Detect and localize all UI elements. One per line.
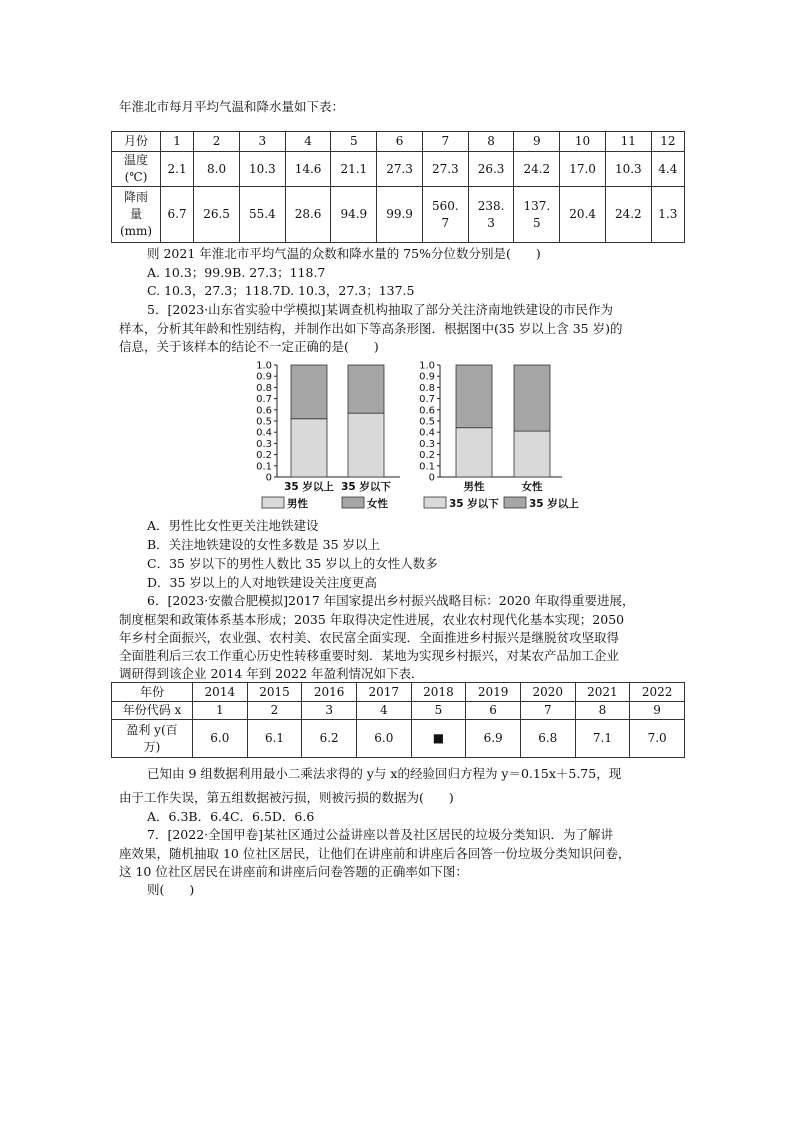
chart-age-svg [250, 355, 410, 515]
profit-cell: 6.1 [247, 720, 302, 758]
y-tick-label: 0.6 [419, 405, 435, 417]
legend-swatch [424, 497, 446, 508]
chart-age-by-group [250, 355, 410, 518]
rainfall-cell: 20.4 [560, 187, 606, 243]
year-cell: 2018 [411, 683, 466, 702]
y-tick-label: 0.9 [419, 371, 435, 383]
temperature-cell: 24.2 [514, 152, 560, 187]
month-cell: 2 [194, 132, 240, 152]
month-cell: 12 [651, 132, 684, 152]
year-cell: 2014 [193, 683, 248, 702]
bar-segment [456, 428, 492, 477]
bar-segment [456, 365, 492, 428]
q6-line4: 全面胜利后三农工作重心历史性转移重要时刻．某地为实现乡村振兴，对某农产品加工企业 [119, 648, 620, 663]
legend-label: 35 岁以下 [449, 498, 499, 510]
y-tick-label: 0.9 [256, 371, 272, 383]
legend-label: 35 岁以上 [529, 498, 579, 510]
year-cell: 2017 [356, 683, 411, 702]
month-cell: 6 [377, 132, 423, 152]
month-cell: 1 [161, 132, 194, 152]
temperature-row [112, 152, 685, 187]
bar-segment [348, 413, 384, 477]
rainfall-cell: 137. 5 [514, 187, 560, 243]
bar-segment [291, 419, 327, 477]
q4-options-ab: A. 10.3；99.9B. 27.3；118.7 [147, 265, 326, 280]
rainfall-cell: 28.6 [285, 187, 331, 243]
temperature-label: 温度 (℃) [112, 152, 161, 187]
q7-line4: 则( ) [147, 882, 195, 897]
temperature-cell: 21.1 [331, 152, 377, 187]
chart-gender-svg [412, 355, 592, 515]
year-code-cell: 7 [520, 702, 575, 720]
q6-after1: 已知由 9 组数据利用最小二乘法求得的 y与 x的经验回归方程为 y＝0.15x＋5.75，现 [147, 766, 622, 781]
profit-cell: 6.0 [356, 720, 411, 758]
category-label: 35 岁以上 [284, 481, 334, 493]
q6-line1: 6．[2023·安徽合肥模拟]2017 年国家提出乡村振兴战略目标：2020 年取得重要进展， [147, 593, 635, 608]
rainfall-row [112, 187, 685, 243]
q7-line3: 这 10 位社区居民在讲座前和讲座后问卷答题的正确率如下图： [119, 864, 468, 879]
q4-options-cd: C. 10.3，27.3；118.7D. 10.3，27.3；137.5 [147, 283, 415, 298]
temperature-cell: 17.0 [560, 152, 606, 187]
year-code-row [112, 702, 685, 720]
month-cell: 10 [560, 132, 606, 152]
legend-swatch [262, 497, 284, 508]
rainfall-cell: 560. 7 [422, 187, 468, 243]
q5-option-b: B．关注地铁建设的女性多数是 35 岁以上 [147, 537, 381, 552]
rainfall-label: 降雨 量 (mm) [112, 187, 161, 243]
year-code-label: 年份代码 x [112, 702, 193, 720]
legend-label: 女性 [367, 498, 388, 510]
temperature-cell: 26.3 [468, 152, 514, 187]
bar-segment [291, 365, 327, 419]
legend-label: 男性 [287, 498, 308, 510]
month-cell: 4 [285, 132, 331, 152]
year-code-cell: 8 [575, 702, 630, 720]
rainfall-cell: 99.9 [377, 187, 423, 243]
q6-line5: 调研得到该企业 2014 年到 2022 年盈利情况如下表． [119, 666, 424, 681]
profit-table [111, 682, 685, 758]
year-row [112, 683, 685, 702]
bar-segment [348, 365, 384, 413]
profit-cell: 7.0 [630, 720, 685, 758]
y-tick-label: 0.1 [256, 461, 272, 473]
y-tick-label: 0.2 [256, 450, 272, 462]
legend-swatch [342, 497, 364, 508]
bar-segment [514, 431, 550, 477]
year-code-cell: 9 [630, 702, 685, 720]
chart-gender-by-group [412, 355, 592, 518]
year-code-cell: 5 [411, 702, 466, 720]
rainfall-cell: 1.3 [651, 187, 684, 243]
category-label: 35 岁以下 [341, 481, 391, 493]
month-cell: 3 [239, 132, 285, 152]
month-cell: 5 [331, 132, 377, 152]
profit-cell: 6.2 [302, 720, 357, 758]
temperature-cell: 4.4 [651, 152, 684, 187]
month-cell: 9 [514, 132, 560, 152]
y-tick-label: 0.5 [419, 416, 435, 428]
y-tick-label: 0.5 [256, 416, 272, 428]
rainfall-cell: 26.5 [194, 187, 240, 243]
q5-line2: 样本，分析其年龄和性别结构，并制作出如下等高条形图．根据图中(35 岁以上含 35 岁)的 [119, 321, 623, 336]
temperature-cell: 8.0 [194, 152, 240, 187]
y-tick-label: 1.0 [419, 360, 435, 372]
category-label: 男性 [463, 481, 485, 493]
y-tick-label: 0.6 [256, 405, 272, 417]
y-tick-label: 0.7 [256, 394, 272, 406]
temperature-cell: 14.6 [285, 152, 331, 187]
y-tick-label: 0.1 [419, 461, 435, 473]
y-tick-label: 0.4 [419, 427, 435, 439]
year-cell: 2022 [630, 683, 685, 702]
q5-option-a: A．男性比女性更关注地铁建设 [147, 518, 319, 533]
rainfall-cell: 94.9 [331, 187, 377, 243]
rainfall-cell: 55.4 [239, 187, 285, 243]
q5-option-c: C．35 岁以下的男性人数比 35 岁以上的女性人数多 [147, 556, 438, 571]
profit-cell: ■ [411, 720, 466, 758]
year-code-cell: 2 [247, 702, 302, 720]
year-cell: 2016 [302, 683, 357, 702]
q6-line3: 年乡村全面振兴，农业强、农村美、农民富全面实现．全面推进乡村振兴是继脱贫攻坚取得 [119, 630, 620, 645]
y-tick-label: 0.4 [256, 427, 272, 439]
y-tick-label: 0.2 [419, 450, 435, 462]
q7-line2: 座效果，随机抽取 10 位社区居民，让他们在讲座前和讲座后各回答一份垃圾分类知识问卷， [119, 846, 631, 861]
temperature-cell: 10.3 [239, 152, 285, 187]
y-tick-label: 0 [428, 472, 435, 484]
temperature-cell: 27.3 [422, 152, 468, 187]
q6-options: A．6.3B．6.4C．6.5D．6.6 [147, 809, 315, 824]
month-cell: 8 [468, 132, 514, 152]
legend-swatch [504, 497, 526, 508]
year-code-cell: 4 [356, 702, 411, 720]
temperature-cell: 2.1 [161, 152, 194, 187]
year-cell: 2015 [247, 683, 302, 702]
y-tick-label: 0.7 [419, 394, 435, 406]
year-code-cell: 3 [302, 702, 357, 720]
weather-table [111, 131, 685, 243]
y-tick-label: 0 [265, 472, 272, 484]
month-row [112, 132, 685, 152]
year-cell: 2020 [520, 683, 575, 702]
category-label: 女性 [521, 481, 543, 493]
profit-label: 盈利 y(百 万) [112, 720, 193, 758]
bar-segment [514, 365, 550, 431]
q5-option-d: D．35 岁以上的人对地铁建设关注度更高 [147, 575, 377, 590]
year-cell: 2021 [575, 683, 630, 702]
year-code-cell: 1 [193, 702, 248, 720]
q5-line3: 信息，关于该样本的结论不一定正确的是( ) [119, 339, 379, 354]
q6-line2: 制度框架和政策体系基本形成；2035 年取得决定性进展，农业农村现代化基本实现；2050 [119, 612, 625, 627]
y-tick-label: 1.0 [256, 360, 272, 372]
year-cell: 2019 [466, 683, 521, 702]
profit-cell: 6.0 [193, 720, 248, 758]
y-tick-label: 0.8 [419, 382, 435, 394]
month-cell: 11 [605, 132, 651, 152]
profit-cell: 6.9 [466, 720, 521, 758]
q4-stem: 则 2021 年淮北市平均气温的众数和降水量的 75%分位数分别是( ) [147, 246, 541, 261]
month-cell: 7 [422, 132, 468, 152]
profit-cell: 7.1 [575, 720, 630, 758]
y-tick-label: 0.3 [256, 438, 272, 450]
y-tick-label: 0.3 [419, 438, 435, 450]
year-code-cell: 6 [466, 702, 521, 720]
profit-row [112, 720, 685, 758]
q5-line1: 5．[2023·山东省实验中学模拟]某调查机构抽取了部分关注济南地铁建设的市民作为 [147, 302, 613, 317]
q6-after2: 由于工作失误，第五组数据被污损，则被污损的数据为( ) [119, 790, 454, 805]
intro-text: 年淮北市每月平均气温和降水量如下表： [119, 99, 345, 114]
q7-line1: 7．[2022·全国甲卷]某社区通过公益讲座以普及社区居民的垃圾分类知识．为了解讲 [147, 827, 613, 842]
y-tick-label: 0.8 [256, 382, 272, 394]
profit-cell: 6.8 [520, 720, 575, 758]
year-label: 年份 [112, 683, 193, 702]
temperature-cell: 27.3 [377, 152, 423, 187]
rainfall-cell: 24.2 [605, 187, 651, 243]
temperature-cell: 10.3 [605, 152, 651, 187]
rainfall-cell: 6.7 [161, 187, 194, 243]
month-label: 月份 [112, 132, 161, 152]
rainfall-cell: 238. 3 [468, 187, 514, 243]
